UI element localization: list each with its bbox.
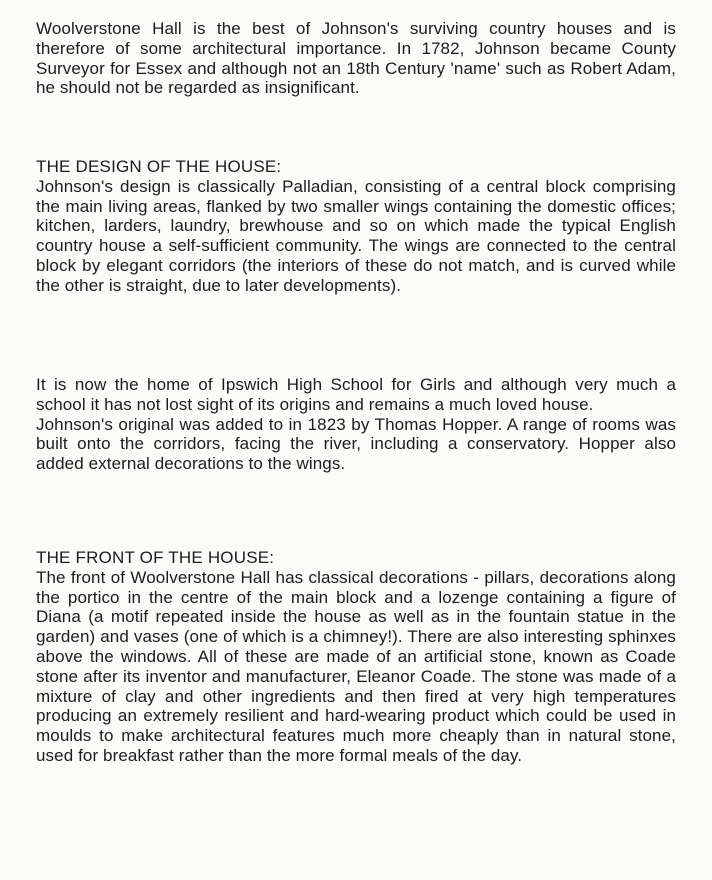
design-section bbox=[36, 157, 676, 296]
design-paragraph: Johnson's design is classically Palladian, consisting of a central block comprising the main living areas, flanked by two smaller wings containing the domestic offices; kitchen, larders, laundry, brewhouse and so on which made the typical English country house a self-sufficient community. The wings are connected to the central block by elegant corridors (the interiors of these do not match, and is curved while the other is straight, due to later developments). bbox=[36, 176, 676, 295]
school-paragraph: It is now the home of Ipswich High School for Girls and although very much a school it has not lost sight of its origins and remains a much loved house. bbox=[36, 375, 676, 414]
design-heading: THE DESIGN OF THE HOUSE: bbox=[36, 157, 282, 176]
hopper-paragraph: Johnson's original was added to in 1823 by Thomas Hopper. A range of rooms was built onto the corridors, facing the river, including a conservatory. Hopper also added external decorations to the wings. bbox=[36, 414, 676, 474]
intro-section bbox=[36, 19, 676, 98]
intro-paragraph: Woolverstone Hall is the best of Johnson's surviving country houses and is therefore of some architectural importance. In 1782, Johnson became County Surveyor for Essex and although not an 18th Century 'name' such as Robert Adam, he should not be regarded as insignificant. bbox=[36, 19, 676, 98]
school-section bbox=[36, 375, 676, 474]
front-paragraph: The front of Woolverstone Hall has classical decorations - pillars, decorations along the portico in the centre of the main block and a lozenge containing a figure of Diana (a motif repeated inside the house as well as in the fountain statue in the garden) and vases (one of which is a chimney!). There are also interesting sphinxes above the windows. All of these are made of an artificial stone, known as Coade stone after its inventor and manufacturer, Eleanor Coade. The stone was made of a mixture of clay and other ingredients and then fired at very high temperatures producing an extremely resilient and hard-wearing product which could be used in moulds to make architectural features much more cheaply than in natural stone, used for breakfast rather than the more formal meals of the day. bbox=[36, 567, 676, 765]
front-section bbox=[36, 548, 676, 766]
front-heading: THE FRONT OF THE HOUSE: bbox=[36, 548, 275, 567]
